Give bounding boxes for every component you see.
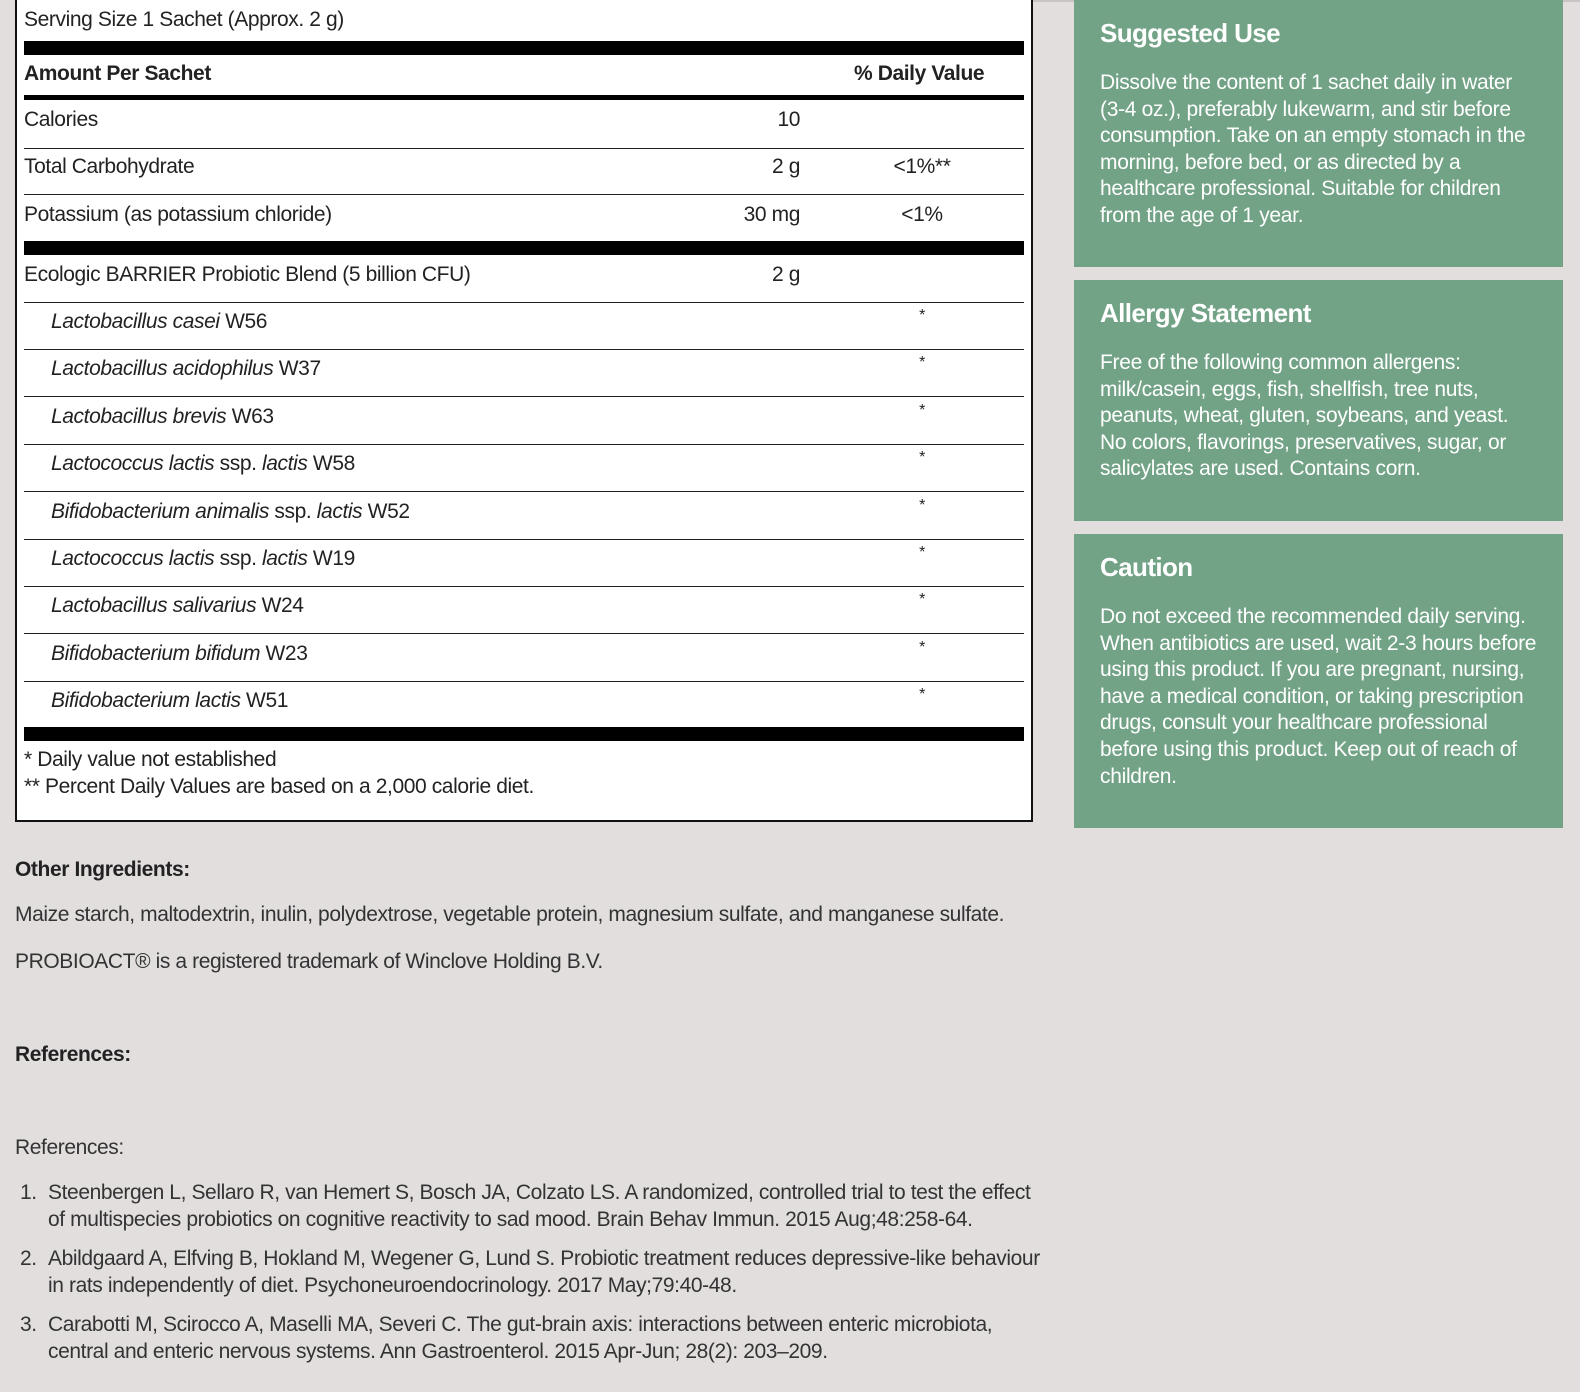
nutrient-amount: 30 mg [743,203,800,226]
strain-rest: W58 [307,452,355,475]
strain-genus: Lactococcus lactis [51,547,215,570]
strain-name [51,405,274,429]
strain-genus: Bifidobacterium bifidum [51,642,261,665]
strain-genus: Lactobacillus salivarius [51,594,257,617]
divider-thin [24,633,1024,634]
nutrient-amount: 2 g [772,155,800,178]
strain-rest: W19 [307,547,355,570]
strain-dv: * [919,449,925,466]
references-list [15,1180,1040,1378]
divider-thin [24,148,1024,149]
allergy-statement-text: Free of the following common allergens: milk/casein, eggs, fish, shellfish, tree nuts, peanuts, wheat, gluten, soybeans, and yeast. No colors, flavorings, preservatives, sugar, or salicylates are used. Contains corn. [1100,351,1509,481]
divider-thin [24,491,1024,492]
strain-rest: W24 [256,594,304,617]
divider-thin [24,681,1024,682]
divider-thin [24,539,1024,540]
strain-genus: Lactobacillus casei [51,310,220,333]
reference-item [15,1312,1040,1365]
nutrient-amount: 10 [777,108,800,131]
divider-thin [24,349,1024,350]
footnote-calorie-diet: ** Percent Daily Values are based on a 2,000 calorie diet. [24,775,534,798]
strain-name [51,357,321,381]
strain-dv: * [919,497,925,514]
trademark-text: PROBIOACT® is a registered trademark of Winclove Holding B.V. [15,950,603,973]
allergy-statement-panel [1074,280,1563,521]
strain-genus: Lactobacillus acidophilus [51,357,274,380]
strain-dv: * [919,402,925,419]
strain-rest: W23 [260,642,308,665]
blend-amount: 2 g [772,263,800,286]
strain-genus: Bifidobacterium animalis [51,500,269,523]
references-heading: References: [15,1043,131,1066]
strain-sub: lactis [262,452,308,475]
strain-name [51,310,267,334]
reference-text: Carabotti M, Scirocco A, Maselli MA, Severi C. The gut-brain axis: interactions between enteric microbiota, central and enteric nervous systems. Ann Gastroenterol. 2015 Apr-Jun; 28(2): 203–209. [48,1313,993,1363]
reference-text: Steenbergen L, Sellaro R, van Hemert S, Bosch JA, Colzato LS. A randomized, controlled trial to test the effect of multispecies probiotics on cognitive reactivity to sad mood. Brain Behav Immun. 2015 Aug;48:258-64. [48,1181,1031,1231]
blend-name: Ecologic BARRIER Probiotic Blend (5 billion CFU) [24,263,471,286]
strain-dv: * [919,354,925,371]
caution-title: Caution [1100,552,1193,582]
strain-rest: W52 [362,500,410,523]
strain-mid: ssp. [214,452,263,475]
reference-item [15,1246,1040,1299]
nutrient-name: Calories [24,108,98,131]
strain-dv: * [919,686,925,703]
strain-genus: Lactococcus lactis [51,452,215,475]
divider-thin [24,396,1024,397]
divider-thin [24,444,1024,445]
strain-rest: W37 [273,357,321,380]
strain-name [51,452,355,476]
caution-panel [1074,534,1563,828]
allergy-statement-title: Allergy Statement [1100,298,1311,328]
reference-number: 2. [20,1247,37,1270]
supplement-facts-table [15,0,1033,822]
divider-thin [24,194,1024,195]
other-ingredients-text: Maize starch, maltodextrin, inulin, polydextrose, vegetable protein, magnesium sulfate, and manganese sulfate. [15,903,1005,926]
strain-name [51,547,355,571]
nutrient-dv: <1%** [893,155,951,178]
divider-thick [24,41,1024,55]
amount-per-sachet-header: Amount Per Sachet [24,62,211,85]
other-ingredients-heading: Other Ingredients: [15,858,190,881]
strain-rest: W51 [240,689,289,712]
strain-rest: W56 [219,310,268,333]
strain-dv: * [919,591,925,608]
reference-number: 3. [20,1313,37,1336]
divider-thick [24,727,1024,741]
divider-thick [24,241,1024,255]
divider-medium [24,95,1024,100]
strain-sub: lactis [316,500,363,523]
reference-text: Abildgaard A, Elfving B, Hokland M, Wegener G, Lund S. Probiotic treatment reduces depressive-like behaviour in rats independently of diet. Psychoneuroendocrinology. 2017 May;79:40-48. [48,1247,1040,1297]
divider-thin [24,302,1024,303]
strain-name [51,689,288,713]
strain-genus: Lactobacillus brevis [51,405,227,428]
strain-dv: * [919,307,925,324]
strain-genus: Bifidobacterium lactis [51,689,241,712]
strain-name [51,594,304,618]
strain-rest: W63 [226,405,274,428]
footnote-daily-value: * Daily value not established [24,748,277,771]
divider-thin [24,586,1024,587]
strain-sub: lactis [262,547,308,570]
suggested-use-title: Suggested Use [1100,18,1281,48]
suggested-use-text: Dissolve the content of 1 sachet daily in water (3-4 oz.), preferably lukewarm, and stir before consumption. Take on an empty stomach in the morning, before bed, or as directed by a healthcare professional. Suitable for children from the age of 1 year. [1100,71,1526,227]
strain-name [51,642,308,666]
strain-dv: * [919,639,925,656]
caution-text: Do not exceed the recommended daily serving. When antibiotics are used, wait 2-3 hours before using this product. If you are pregnant, nursing, have a medical condition, or taking prescription drugs, consult your healthcare professional before using this product. Keep out of reach of children. [1100,605,1537,788]
strain-name [51,500,410,524]
strain-mid: ssp. [214,547,263,570]
nutrient-name: Potassium (as potassium chloride) [24,203,332,226]
reference-item [15,1180,1040,1233]
strain-mid: ssp. [269,500,317,523]
nutrient-dv: <1% [901,203,943,226]
strain-dv: * [919,544,925,561]
nutrient-name: Total Carbohydrate [24,155,195,178]
daily-value-header: % Daily Value [854,62,985,85]
references-subheading: References: [15,1136,124,1159]
suggested-use-panel [1074,0,1563,267]
reference-number: 1. [20,1181,37,1204]
serving-size: Serving Size 1 Sachet (Approx. 2 g) [24,8,344,31]
